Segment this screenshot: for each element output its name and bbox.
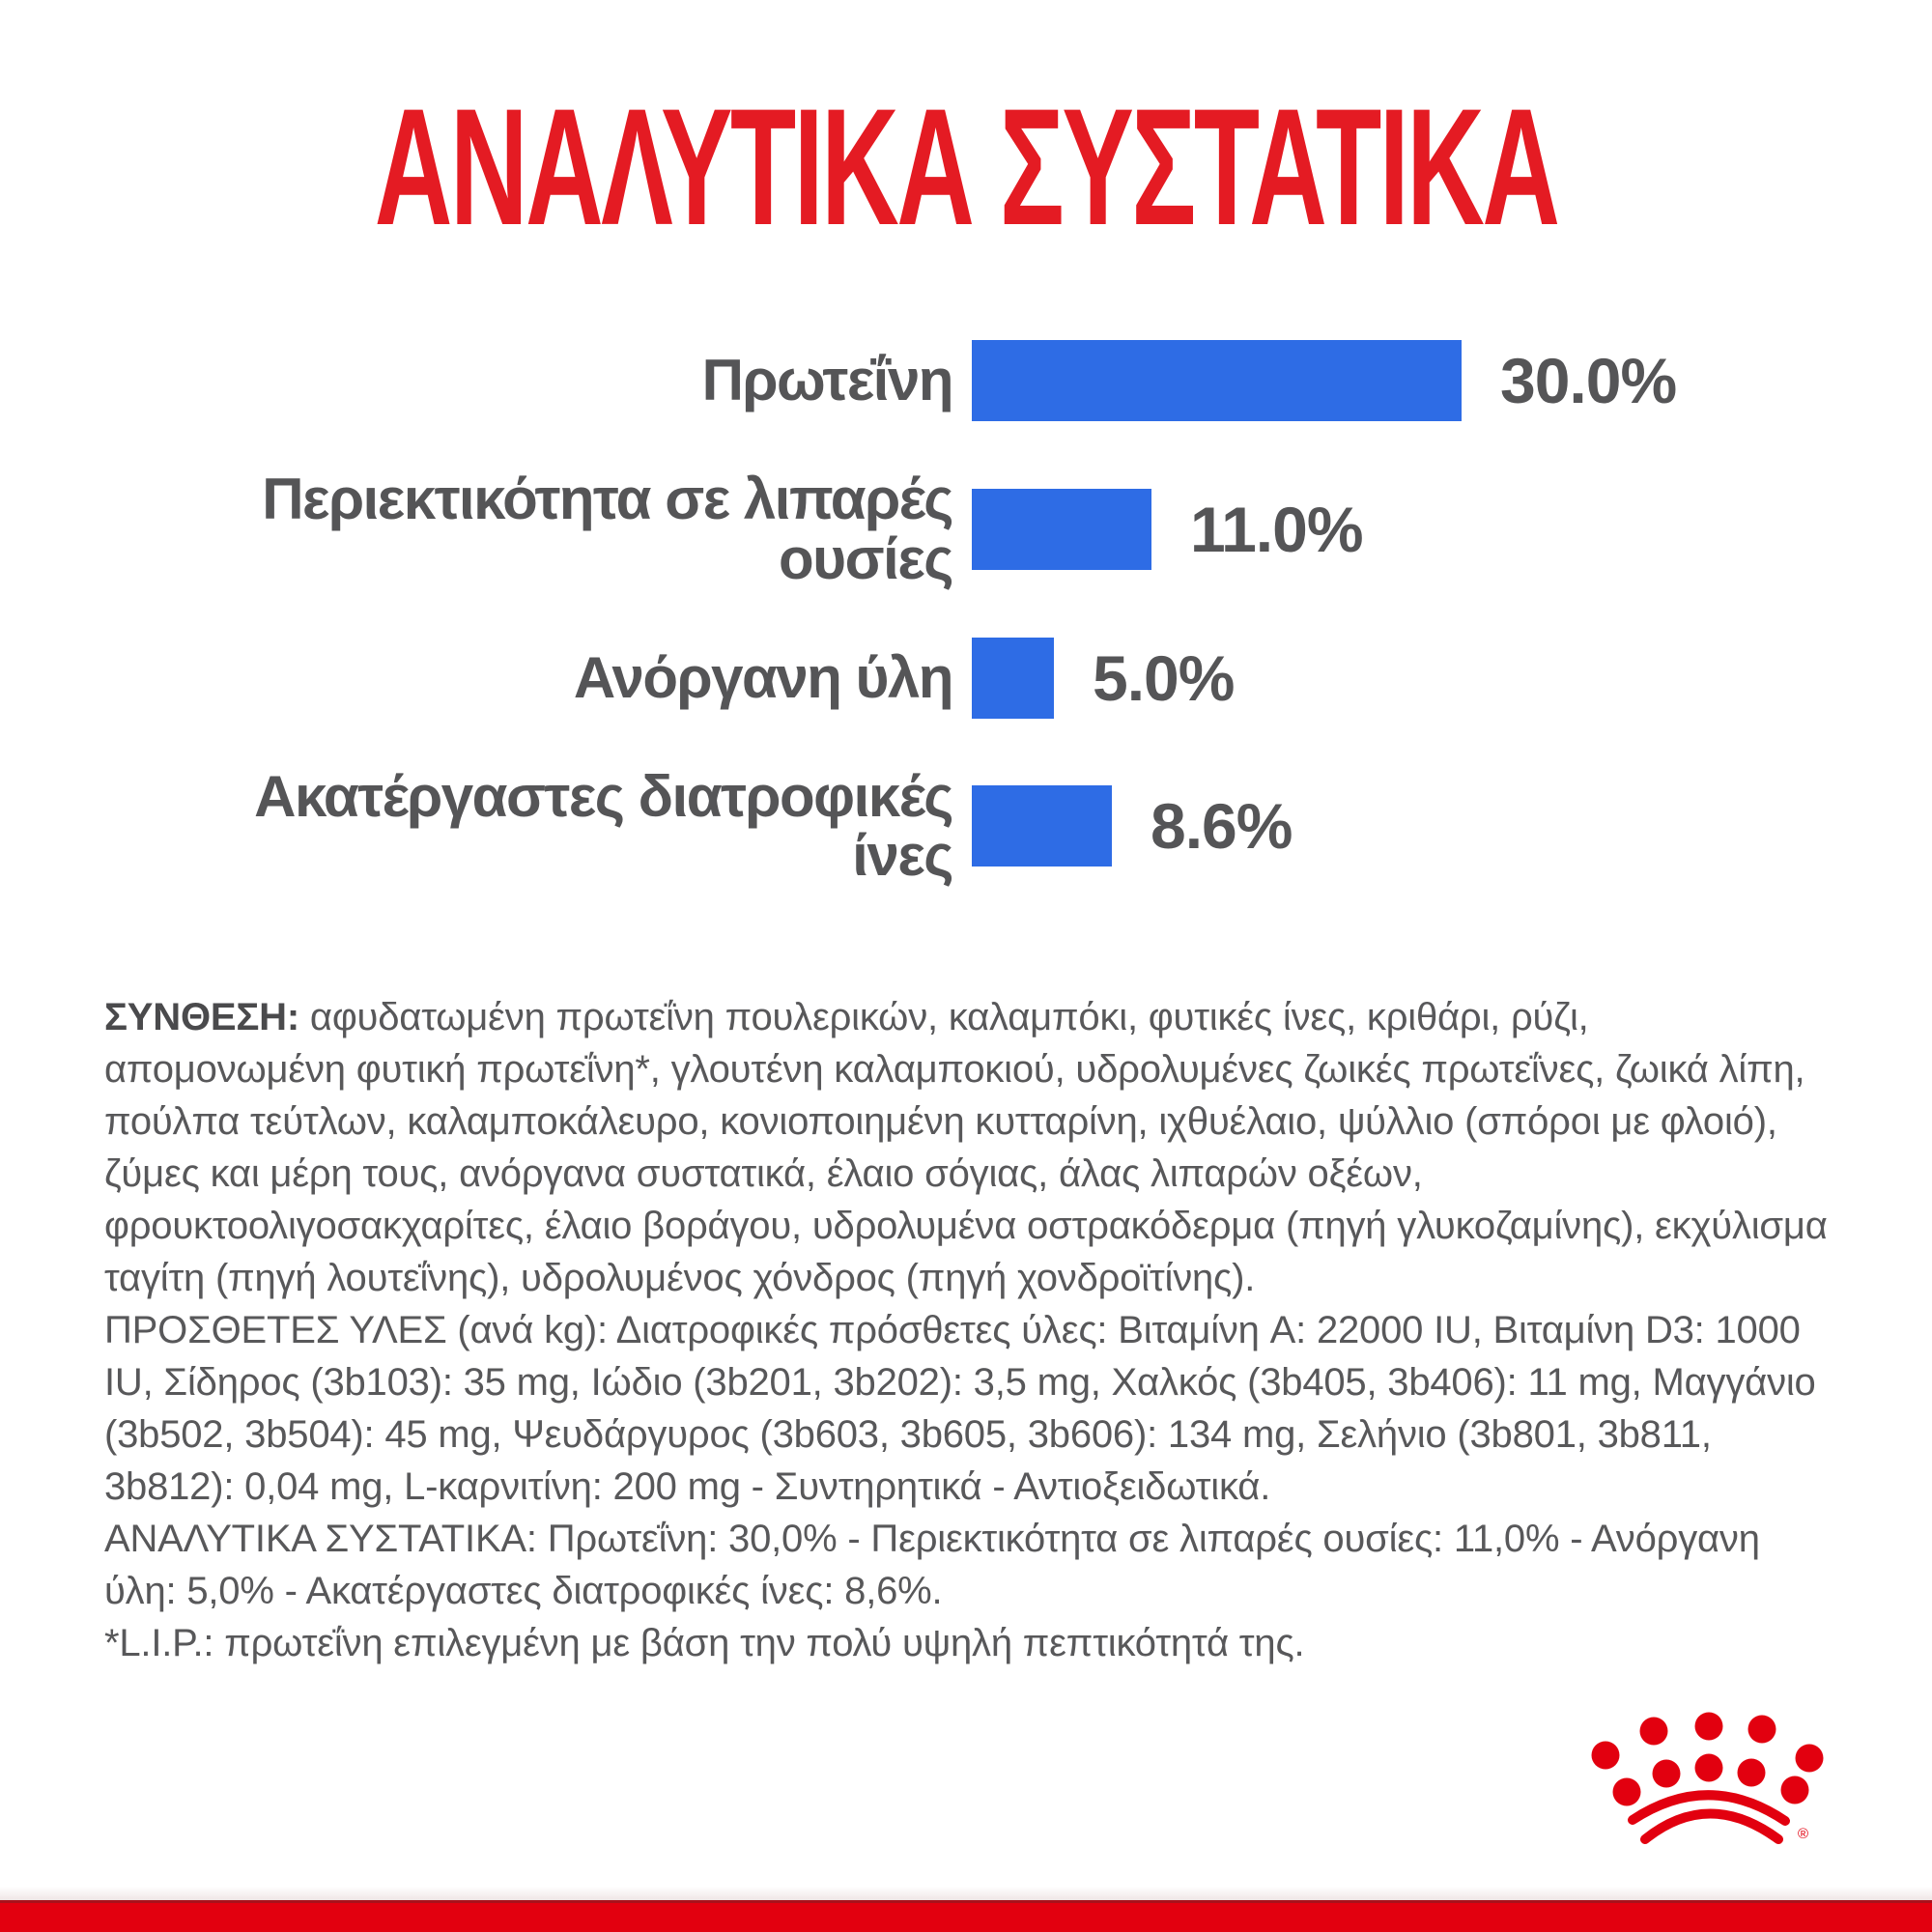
chart-value-fibre: 8.6%: [1151, 790, 1293, 863]
analytical-paragraph: ΑΝΑΛΥΤΙΚΑ ΣΥΣΤΑΤΙΚΑ: Πρωτεΐνη: 30,0% - Περιεκτικότητα σε λιπαρές ουσίες: 11,0% - Ανόργανη ύλη: 5,0% - Ακατέργαστες διατροφικές ίνες: 8,6%.: [104, 1518, 1760, 1612]
chart-label-protein: [104, 348, 952, 413]
chart-label-line: Ανόργανη ύλη: [573, 644, 952, 710]
royal-canin-crown-logo: [1573, 1696, 1874, 1872]
page-title-text: ΑΝΑΛΥΤΙΚΑ ΣΥΣΤΑΤΙΚΑ: [374, 74, 1558, 260]
additives-paragraph: ΠΡΟΣΘΕΤΕΣ ΥΛΕΣ (ανά kg): Διατροφικές πρόσθετες ύλες: Βιταμίνη A: 22000 IU, Βιταμίνη D3: 1000 IU, Σίδηρος (3b103): 35 mg, Ιώδιο (3b201, 3b202): 3,5 mg, Χαλκός (3b405, 3b406): 11 mg, Μαγγάνιο (3b502, 3b504): 45 mg, Ψευδάργυρος (3b603, 3b605, 3b606): 134 mg, Σελήνιο (3b801, 3b811, 3b812): 0,04 mg, L-καρνιτίνη: 200 mg - Συντηρητικά - Αντιοξειδωτικά.: [104, 1309, 1816, 1508]
composition-label: ΣΥΝΘΕΣΗ:: [104, 996, 299, 1038]
chart-row-ash: [104, 638, 1676, 719]
chart-value-fat: 11.0%: [1190, 493, 1363, 565]
chart-label-ash: [104, 644, 952, 710]
bar-fat: [972, 489, 1151, 570]
bar-ash: [972, 638, 1054, 719]
bottom-red-band: [0, 1900, 1932, 1932]
crown-arc-lower: [1645, 1814, 1778, 1840]
chart-row-fat: [104, 469, 1676, 589]
chart-label-line: ουσίες: [779, 526, 952, 591]
bar-protein: [972, 340, 1462, 421]
chart-label-line: Περιεκτικότητα σε λιπαρές: [262, 467, 952, 531]
ingredients-text-block: [104, 991, 1830, 1669]
chart-label-line: Ακατέργαστες διατροφικές: [254, 763, 952, 829]
nutrient-bar-chart: [104, 340, 1677, 889]
bar-fibre: [972, 785, 1112, 867]
page-title: [0, 75, 1932, 259]
chart-row-protein: [104, 340, 1676, 421]
composition-paragraph: [104, 991, 1830, 1304]
chart-label-fibre: [104, 763, 952, 889]
chart-label-line: ίνες: [852, 823, 952, 889]
chart-value-protein: 30.0%: [1500, 345, 1677, 416]
chart-row-fibre: [104, 763, 1676, 889]
chart-label-line: Πρωτεΐνη: [701, 348, 952, 413]
composition-text: αφυδατωμένη πρωτεΐνη πουλερικών, καλαμπόκι, φυτικές ίνες, κριθάρι, ρύζι, απομονωμένη φυτική πρωτεΐνη*, γλουτένη καλαμποκιού, υδρολυμένες ζωικές πρωτεΐνες, ζωικά λίπη, πούλπα τεύτλων, καλαμποκάλευρο, κονιοποιημένη κυτταρίνη, ιχθυέλαιο, ψύλλιο (σπόροι με φλοιό), ζύμες και μέρη τους, ανόργανα συστατικά, έλαιο σόγιας, άλας λιπαρών οξέων, φρουκτοολιγοσακχαρίτες, έλαιο βοράγου, υδρολυμένα οστρακόδερμα (πηγή γλυκοζαμίνης), εκχύλισμα ταγίτη (πηγή λουτεΐνης), υδρολυμένος χόνδρος (πηγή χονδροϊτίνης).: [104, 996, 1828, 1299]
registered-trademark: ®: [1798, 1826, 1809, 1842]
lip-note: *L.I.P.: πρωτεΐνη επιλεγμένη με βάση την πολύ υψηλή πεπτικότητά της.: [104, 1622, 1305, 1664]
chart-label-fat: [104, 469, 952, 589]
chart-value-ash: 5.0%: [1093, 641, 1235, 714]
